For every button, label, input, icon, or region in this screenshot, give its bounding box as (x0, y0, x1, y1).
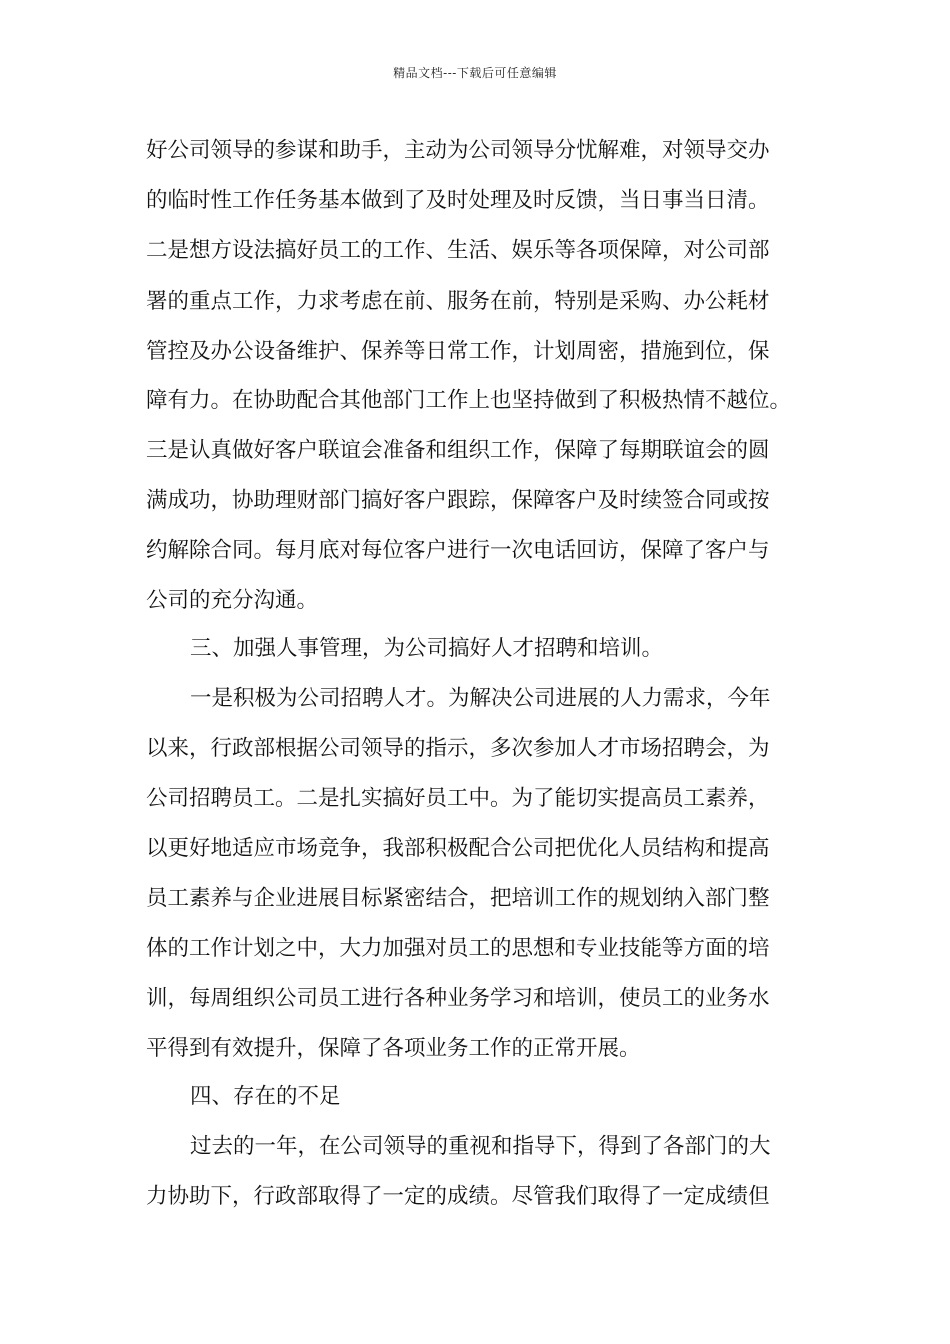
body-line: 三是认真做好客户联谊会准备和组织工作，保障了每期联谊会的圆 (146, 438, 770, 463)
body-line: 过去的一年，在公司领导的重视和指导下，得到了各部门的大 (190, 1134, 771, 1159)
body-line: 公司招聘员工。二是扎实搞好员工中。为了能切实提高员工素养， (146, 786, 770, 811)
section-heading: 四、存在的不足 (190, 1084, 341, 1109)
body-line: 满成功，协助理财部门搞好客户跟踪，保障客户及时续签合同或按 (146, 488, 770, 513)
body-line: 平得到有效提升，保障了各项业务工作的正常开展。 (146, 1036, 641, 1061)
body-line: 公司的充分沟通。 (146, 588, 319, 613)
body-line: 一是积极为公司招聘人才。为解决公司进展的人力需求，今年 (190, 686, 771, 711)
body-line: 署的重点工作，力求考虑在前、服务在前，特别是采购、办公耗材 (146, 289, 770, 314)
body-line: 员工素养与企业进展目标紧密结合，把培训工作的规划纳入部门整 (146, 886, 770, 911)
body-line: 以更好地适应市场竞争，我部积极配合公司把优化人员结构和提高 (146, 836, 770, 861)
body-line: 好公司领导的参谋和助手，主动为公司领导分忧解难，对领导交办 (146, 138, 770, 163)
body-line: 以来，行政部根据公司领导的指示，多次参加人才市场招聘会，为 (146, 736, 770, 761)
body-line: 训，每周组织公司员工进行各种业务学习和培训，使员工的业务水 (146, 986, 770, 1011)
body-line: 障有力。在协助配合其他部门工作上也坚持做到了积极热情不越位。 (146, 388, 792, 413)
body-line: 管控及办公设备维护、保养等日常工作，计划周密，措施到位，保 (146, 339, 770, 364)
body-line: 体的工作计划之中，大力加强对员工的思想和专业技能等方面的培 (146, 936, 770, 961)
body-line: 约解除合同。每月底对每位客户进行一次电话回访，保障了客户与 (146, 538, 770, 563)
body-line: 力协助下，行政部取得了一定的成绩。尽管我们取得了一定成绩但 (146, 1184, 770, 1209)
page-header: 精品文档---下载后可任意编辑 (393, 66, 557, 80)
body-line: 的临时性工作任务基本做到了及时处理及时反馈，当日事当日清。 (146, 188, 770, 213)
body-line: 二是想方设法搞好员工的工作、生活、娱乐等各项保障，对公司部 (146, 238, 770, 263)
section-heading: 三、加强人事管理，为公司搞好人才招聘和培训。 (190, 636, 664, 661)
